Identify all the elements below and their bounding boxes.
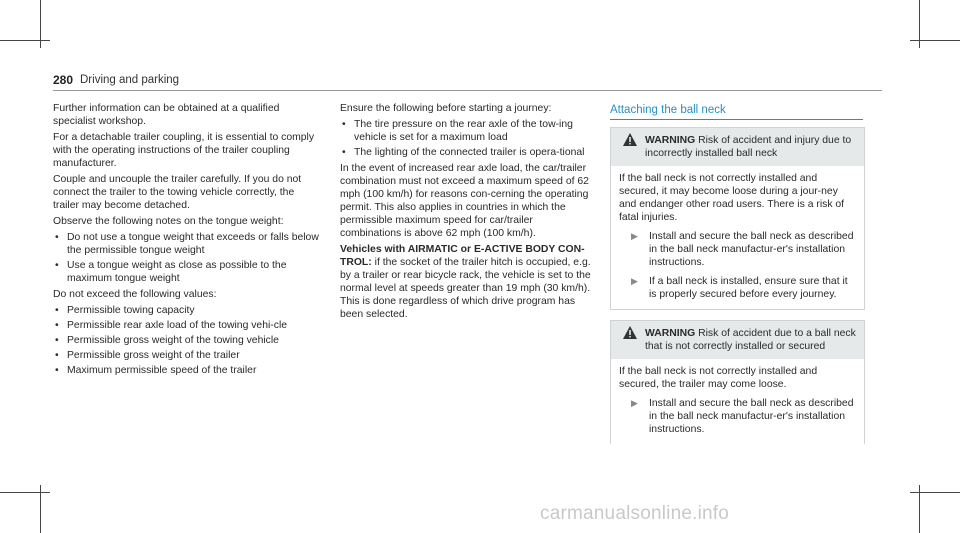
crop-mark [910,492,960,493]
warning-text: Risk of accident due to a ball neck that is not correctly installed or secured [645,328,856,352]
crop-mark [0,492,50,493]
paragraph: In the event of increased rear axle load, the car/trailer combination must not exceed a maximum speed of 62 mph (100 km/h) for reasons con-cerning the operating permit. This also applies in countries in which the permissible maximum speed for car/trailer combinations is above 62 mph (100 km/h). [340,163,589,239]
page-section-title: Driving and parking [80,74,180,86]
warning-body [611,166,864,309]
paragraph: Do not exceed the following values: [53,289,217,300]
crop-mark [910,40,960,41]
warning-box [610,320,865,444]
list-item: • Permissible gross weight of the towing vehicle [53,334,323,347]
instruction-step [619,230,856,269]
list-item: • The lighting of the connected trailer is opera-tional [340,146,592,159]
step-arrow-icon: ▶ [631,276,638,286]
step-text: Install and secure the ball neck as described in the ball neck manufactur-er's installation instructions. [649,231,854,268]
bold-lead: Vehicles with AIRMATIC or E-ACTIVE BODY CON-TROL: [340,244,585,268]
header-rule [53,90,882,91]
step-arrow-icon: ▶ [631,398,638,408]
crop-mark [0,40,50,41]
warning-header [611,321,864,359]
page-number: 280 [53,73,74,87]
warning-label: WARNING [645,135,696,146]
paragraph: If the ball neck is not correctly installed and secured, the trailer may come loose. [619,366,818,390]
step-text: If a ball neck is installed, ensure sure that it is properly secured before every journey. [649,276,848,300]
paragraph: If the ball neck is not correctly installed and secured, it may become loose during a jour-ney and endanger other road users. There is a risk of fatal injuries. [619,173,845,223]
middle-column [340,102,592,324]
list-item: • Use a tongue weight as close as possible to the maximum tongue weight [53,259,323,285]
section-title-rule [610,119,863,120]
step-arrow-icon: ▶ [631,231,638,241]
list-item: • Do not use a tongue weight that exceeds or falls below the permissible tongue weight [53,231,323,257]
warning-triangle-icon [623,133,637,146]
step-text: Install and secure the ball neck as described in the ball neck manufactur-er's installation instructions. [649,398,854,435]
paragraph: Ensure the following before starting a journey: [340,103,552,114]
list-item: • Permissible gross weight of the trailer [53,349,323,362]
paragraph: For a detachable trailer coupling, it is essential to comply with the operating instructions of the trailer coupling manufacturer. [53,132,315,169]
watermark: carmanualsonline.info [540,503,730,524]
list-item: • The tire pressure on the rear axle of the tow-ing vehicle is set for a maximum load [340,118,592,144]
left-column [53,102,323,380]
paragraph: Couple and uncouple the trailer carefully. If you do not connect the trailer to the towing vehicle correctly, the trailer may become detached. [53,174,302,211]
paragraph: Observe the following notes on the tongue weight: [53,216,284,227]
warning-label: WARNING [645,328,696,339]
list-item: • Maximum permissible speed of the trailer [53,364,323,377]
section-title: Attaching the ball neck [610,104,726,116]
instruction-step [619,275,856,301]
list-item: • Permissible rear axle load of the towing vehi-cle [53,319,323,332]
instruction-step [619,397,856,436]
paragraph [340,243,592,321]
warning-text: Risk of accident and injury due to incorrectly installed ball neck [645,135,852,159]
warning-header [611,128,864,166]
bullet-list [340,118,592,159]
warning-body [611,359,864,444]
warning-box [610,127,865,310]
list-item: • Permissible towing capacity [53,304,323,317]
bullet-list [53,231,323,285]
bullet-list [53,304,323,377]
paragraph: Further information can be obtained at a qualified specialist workshop. [53,103,280,127]
warning-triangle-icon [623,326,637,339]
paragraph-text: if the socket of the trailer hitch is occupied, e.g. by a trailer or rear bicycle rack, the vehicle is set to the normal level at speeds greater than 19 mph (30 km/h). This is done regardless of which drive program has been selected. [340,257,591,320]
